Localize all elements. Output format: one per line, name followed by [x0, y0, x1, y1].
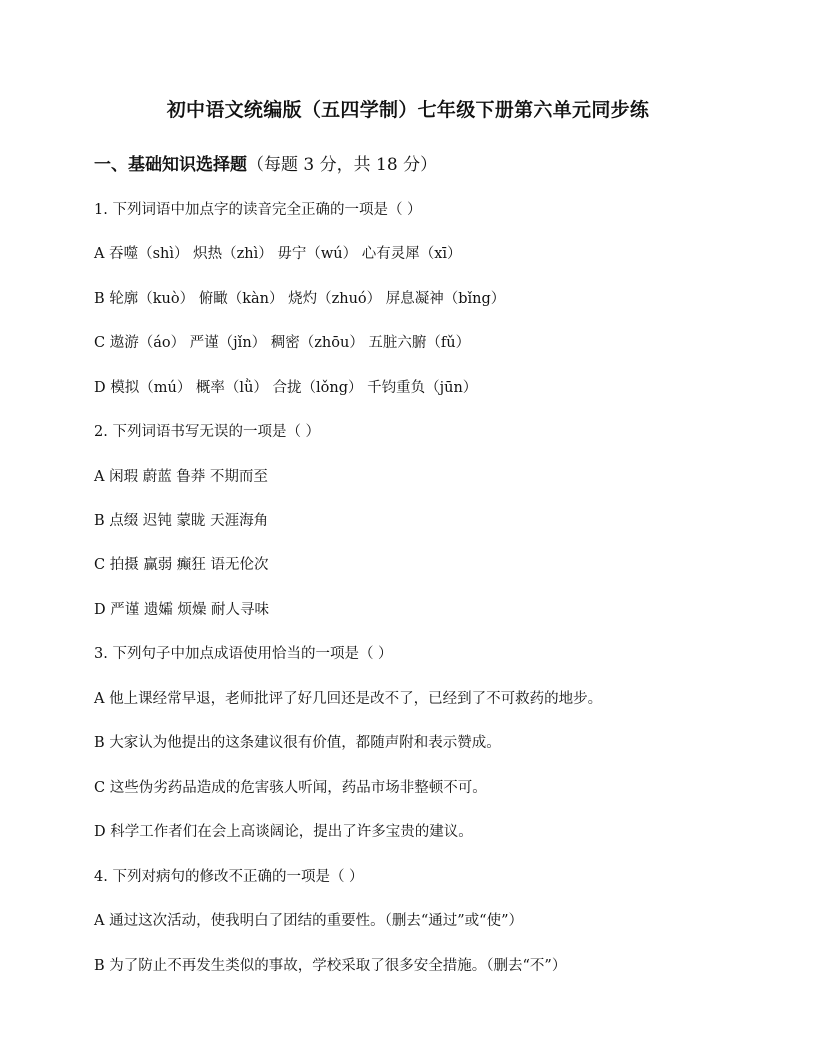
question-2-option-a: A 闲瑕 蔚蓝 鲁莽 不期而至: [94, 469, 268, 485]
question-3-option-b: B 大家认为他提出的这条建议很有价值，都随声附和表示赞成。: [94, 735, 501, 751]
question-1: 1. 下列词语中加点字的读音完全正确的一项是（ ）: [94, 202, 422, 218]
question-3-option-c: C 这些伪劣药品造成的危害骇人听闻，药品市场非整顿不可。: [94, 780, 487, 796]
question-4: 4. 下列对病句的修改不正确的一项是（ ）: [94, 869, 364, 885]
question-3-option-d: D 科学工作者们在会上高谈阔论，提出了许多宝贵的建议。: [94, 824, 473, 840]
question-4-option-a: A 通过这次活动，使我明白了团结的重要性。（删去“通过”或“使”）: [94, 913, 523, 929]
question-3: 3. 下列句子中加点成语使用恰当的一项是（ ）: [94, 646, 393, 662]
question-2-option-d: D 严谨 遗孀 烦燥 耐人寻味: [94, 602, 270, 618]
question-1-option-c: C 遨游（áo） 严谨（jǐn） 稠密（zhōu） 五脏六腑（fǔ）: [94, 335, 471, 351]
question-2-option-c: C 拍摄 赢弱 癫狂 语无伦次: [94, 557, 269, 573]
question-2-option-b: B 点缀 迟钝 蒙眬 天涯海角: [94, 513, 269, 529]
question-3-option-a: A 他上课经常早退，老师批评了好几回还是改不了，已经到了不可救药的地步。: [94, 691, 603, 707]
section-heading-label: 一、基础知识选择题: [94, 155, 247, 175]
question-4-option-b: B 为了防止不再发生类似的事故，学校采取了很多安全措施。（删去“不”）: [94, 958, 567, 974]
section-heading-note: （每题 3 分，共 18 分）: [247, 155, 438, 175]
question-2: 2. 下列词语书写无误的一项是（ ）: [94, 424, 321, 440]
question-1-option-a: A 吞噬（shì） 炽热（zhì） 毋宁（wú） 心有灵犀（xī）: [94, 246, 462, 262]
question-1-option-b: B 轮廓（kuò） 俯瞰（kàn） 烧灼（zhuó） 屏息凝神（bǐng）: [94, 291, 506, 307]
question-1-option-d: D 模拟（mú） 概率（lǜ） 合拢（lǒng） 千钧重负（jūn）: [94, 380, 478, 396]
section-heading: [94, 150, 437, 175]
page-title: 初中语文统编版（五四学制）七年级下册第六单元同步练: [166, 99, 650, 121]
